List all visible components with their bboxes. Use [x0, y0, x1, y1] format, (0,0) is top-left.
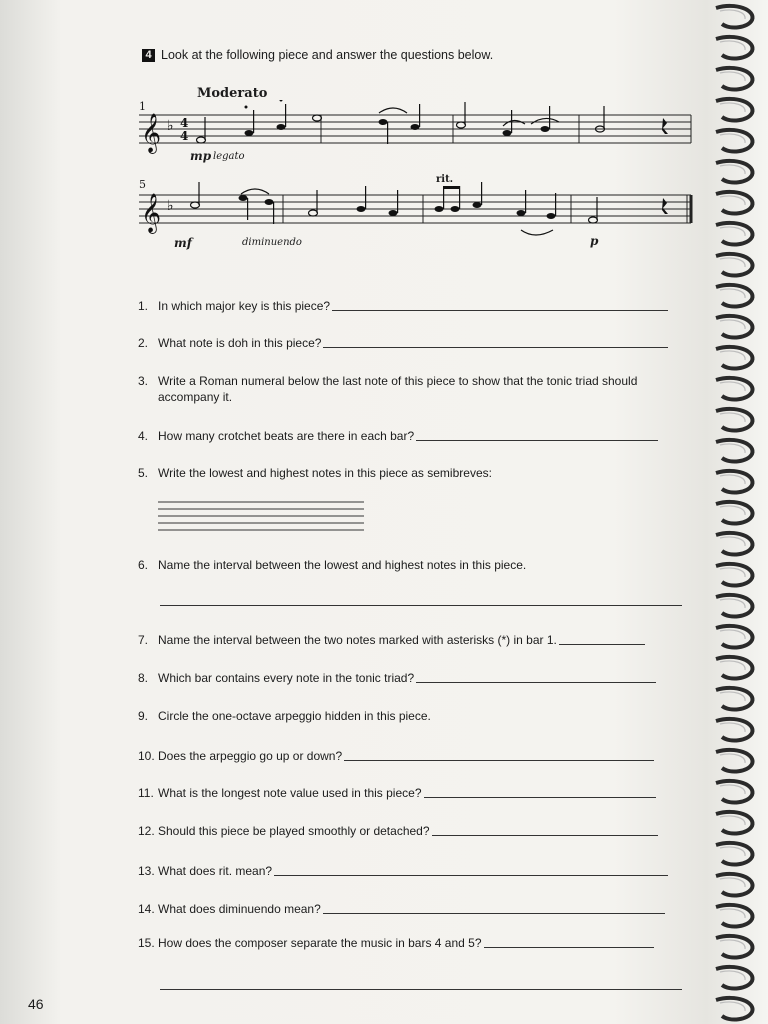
spiral-coil-highlight [720, 692, 745, 701]
spiral-coil-highlight [720, 103, 745, 112]
spiral-coil-highlight [720, 165, 745, 174]
exercise-instruction: Look at the following piece and answer the questions below. [161, 48, 494, 62]
spiral-coil [716, 502, 753, 524]
question-2: 2. What note is doh in this piece? [138, 335, 668, 351]
spiral-binding [712, 0, 768, 1024]
spiral-coil [716, 874, 753, 896]
spiral-coil-highlight [720, 1002, 745, 1011]
spiral-coil [716, 285, 753, 307]
spiral-coil [716, 657, 753, 679]
spiral-coil [716, 936, 753, 958]
spiral-coil [716, 37, 753, 59]
spiral-coil-highlight [720, 320, 745, 329]
spiral-coil [716, 905, 753, 927]
spiral-coil [716, 440, 753, 462]
answer-line-7[interactable] [559, 632, 645, 645]
expression-legato: legato [213, 151, 245, 162]
spiral-coil [716, 161, 753, 183]
answer-line-11[interactable] [424, 785, 656, 798]
spiral-coil [716, 998, 753, 1020]
answer-line-4[interactable] [416, 428, 658, 441]
spiral-coil [716, 223, 753, 245]
question-13: 13. What does rit. mean? [138, 863, 668, 879]
answer-line-15[interactable] [484, 935, 654, 948]
bar-number-5: 5 [139, 178, 146, 191]
spiral-coil [716, 595, 753, 617]
spiral-coil [716, 99, 753, 121]
question-8: 8. Which bar contains every note in the tonic triad? [138, 670, 656, 686]
svg-text:4: 4 [180, 129, 189, 143]
spiral-coil-highlight [720, 134, 745, 143]
spiral-coil-highlight [720, 785, 745, 794]
spiral-coil [716, 192, 753, 214]
spiral-coil [716, 471, 753, 493]
spiral-coil [716, 688, 753, 710]
spiral-coil-highlight [720, 723, 745, 732]
question-6: 6. Name the interval between the lowest and highest notes in this piece. [138, 558, 527, 572]
spiral-coil-highlight [720, 816, 745, 825]
spiral-coil [716, 347, 753, 369]
spiral-coil-highlight [720, 568, 745, 577]
spiral-coil-highlight [720, 909, 745, 918]
answer-line-1[interactable] [332, 298, 668, 311]
spiral-coil [716, 254, 753, 276]
spiral-coil [716, 812, 753, 834]
spiral-coil [716, 6, 753, 28]
exercise-number: 4 [142, 49, 155, 62]
music-staff-line-2 [135, 180, 695, 250]
page-number: 46 [28, 996, 44, 1012]
answer-line-8[interactable] [416, 670, 656, 683]
spiral-coil [716, 316, 753, 338]
spiral-coil-highlight [720, 754, 745, 763]
svg-text:4: 4 [180, 116, 189, 130]
spiral-coil-highlight [720, 258, 745, 267]
spiral-coil [716, 130, 753, 152]
question-7: 7. Name the interval between the two notes marked with asterisks (*) in bar 1. [138, 632, 645, 648]
spiral-coil [716, 781, 753, 803]
spiral-coil-highlight [720, 382, 745, 391]
answer-line-10[interactable] [344, 748, 654, 761]
answer-line-13[interactable] [274, 863, 668, 876]
spiral-coil [716, 533, 753, 555]
exercise-heading [142, 48, 493, 62]
tempo-marking: Moderato [197, 86, 268, 101]
spiral-coil-highlight [720, 41, 745, 50]
spiral-coil [716, 378, 753, 400]
spiral-coil-highlight [720, 10, 745, 19]
spiral-coil-highlight [720, 971, 745, 980]
question-15: 15. How does the composer separate the music in bars 4 and 5? [138, 935, 654, 951]
question-1: 1. In which major key is this piece? [138, 298, 668, 314]
spiral-coil-highlight [720, 72, 745, 81]
spiral-coil [716, 719, 753, 741]
dynamic-mp: mp [190, 149, 212, 163]
spiral-coil-highlight [720, 661, 745, 670]
spiral-coil-highlight [720, 475, 745, 484]
answer-line-15b[interactable] [160, 989, 682, 990]
spiral-coil-highlight [720, 537, 745, 546]
spiral-coil-highlight [720, 847, 745, 856]
spiral-coil-highlight [720, 444, 745, 453]
answer-line-12[interactable] [432, 823, 658, 836]
question-5: 5. Write the lowest and highest notes in this piece as semibreves: [138, 466, 492, 480]
spiral-coil [716, 68, 753, 90]
question-12: 12. Should this piece be played smoothly or detached? [138, 823, 658, 839]
spiral-coil-highlight [720, 630, 745, 639]
answer-line-14[interactable] [323, 901, 665, 914]
spiral-coil [716, 626, 753, 648]
spiral-coil [716, 967, 753, 989]
spiral-coil-highlight [720, 289, 745, 298]
answer-line-6[interactable] [160, 605, 682, 606]
question-11: 11. What is the longest note value used in this piece? [138, 785, 656, 801]
rit-marking: rit. [436, 174, 454, 185]
expression-diminuendo: diminuendo [242, 237, 302, 248]
svg-text:𝄞: 𝄞 [141, 193, 162, 233]
question-9: 9. Circle the one-octave arpeggio hidden in this piece. [138, 709, 431, 723]
question-4: 4. How many crotchet beats are there in each bar? [138, 428, 658, 444]
question-14: 14. What does diminuendo mean? [138, 901, 665, 917]
spiral-coil [716, 564, 753, 586]
spiral-coil-highlight [720, 351, 745, 360]
dynamic-mf: mf [174, 236, 192, 250]
spiral-coil-highlight [720, 878, 745, 887]
spiral-coil-highlight [720, 413, 745, 422]
dynamic-p: p [590, 234, 599, 248]
spiral-coil-highlight [720, 227, 745, 236]
spiral-coil-highlight [720, 196, 745, 205]
answer-line-2[interactable] [323, 335, 668, 348]
bar-number-1: 1 [139, 100, 146, 113]
question-10: 10. Does the arpeggio go up or down? [138, 748, 654, 764]
spiral-coil-highlight [720, 506, 745, 515]
spiral-coil-highlight [720, 940, 745, 949]
svg-text:𝄞: 𝄞 [141, 113, 162, 153]
question-3: 3. Write a Roman numeral below the last note of this piece to show that the tonic triad should accompany it. [138, 374, 638, 404]
spiral-coil [716, 750, 753, 772]
answer-staff-5[interactable] [158, 498, 364, 538]
spiral-coil [716, 409, 753, 431]
svg-text:♭: ♭ [167, 118, 174, 134]
spiral-coil-highlight [720, 599, 745, 608]
svg-text:♭: ♭ [167, 198, 174, 214]
spiral-coil [716, 843, 753, 865]
